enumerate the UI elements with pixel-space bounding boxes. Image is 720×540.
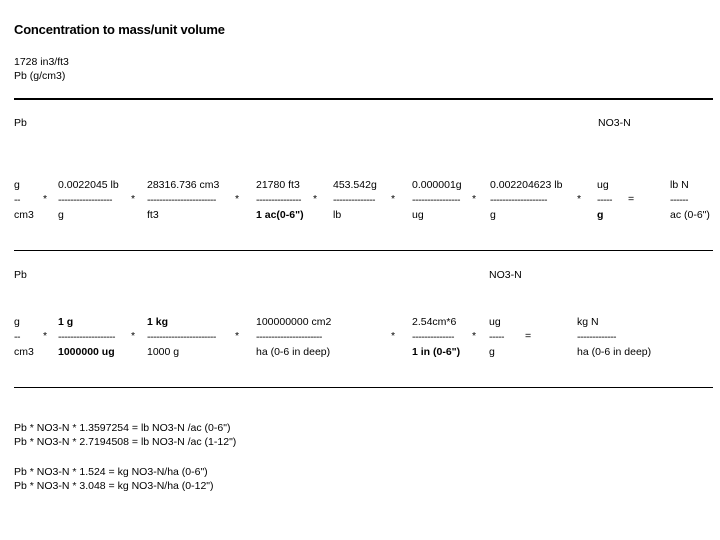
divider-top (14, 98, 713, 100)
formula-2: Pb * NO3-N * 2.7194508 = lb NO3-N /ac (1-12") (14, 436, 237, 448)
s2-num-3: 100000000 cm2 (256, 316, 332, 328)
s2-den-2: 1000 g (147, 346, 180, 358)
s2-bar-3: ---------------------- (256, 331, 322, 343)
s1-bar-6: ------------------- (490, 194, 547, 206)
s1-times-1: * (131, 193, 136, 205)
s2-den-3: ha (0-6 in deep) (256, 346, 331, 358)
s1-num-0: g (14, 179, 20, 191)
intro-line-2: Pb (g/cm3) (14, 70, 66, 82)
section1-label-pb: Pb (14, 117, 27, 129)
s2-times-3: * (391, 330, 396, 342)
s2-num-2: 1 kg (147, 316, 169, 328)
section1-label-no3n: NO3-N (598, 117, 631, 129)
s1-den-0: cm3 (14, 209, 34, 221)
s2-bar-6: ------------- (577, 331, 616, 343)
s1-num-2: 28316.736 cm3 (147, 179, 220, 191)
s1-num-6: 0.002204623 lb (490, 179, 563, 191)
s1-den-8: ac (0-6") (670, 209, 710, 221)
s2-times-0: * (43, 330, 48, 342)
s1-bar-0: -- (14, 194, 20, 206)
s2-bar-1: ------------------- (58, 331, 115, 343)
s2-num-6: kg N (577, 316, 599, 328)
s1-times-5: * (472, 193, 477, 205)
s1-num-1: 0.0022045 lb (58, 179, 119, 191)
s1-times-4: * (391, 193, 396, 205)
s1-equals: = (628, 193, 635, 205)
s1-num-4: 453.542g (333, 179, 377, 191)
s1-den-2: ft3 (147, 209, 159, 221)
s1-bar-3: --------------- (256, 194, 301, 206)
s2-bar-0: -- (14, 331, 20, 343)
s1-times-6: * (577, 193, 582, 205)
s2-bar-2: ----------------------- (147, 331, 216, 343)
s2-times-4: * (472, 330, 477, 342)
page-title: Concentration to mass/unit volume (14, 22, 225, 37)
s1-den-7: g (597, 209, 604, 221)
s1-bar-4: -------------- (333, 194, 375, 206)
s2-bar-5: ----- (489, 331, 504, 343)
section2-label-pb: Pb (14, 269, 27, 281)
s2-den-1: 1000000 ug (58, 346, 115, 358)
s2-den-5: g (489, 346, 495, 358)
s2-num-4: 2.54cm*6 (412, 316, 457, 328)
s2-num-0: g (14, 316, 20, 328)
s1-bar-2: ----------------------- (147, 194, 216, 206)
s1-times-0: * (43, 193, 48, 205)
s2-num-1: 1 g (58, 316, 74, 328)
formula-4: Pb * NO3-N * 3.048 = kg NO3-N/ha (0-12") (14, 480, 214, 492)
s2-den-0: cm3 (14, 346, 34, 358)
s1-bar-1: ------------------ (58, 194, 112, 206)
formula-1: Pb * NO3-N * 1.3597254 = lb NO3-N /ac (0-6") (14, 422, 231, 434)
s1-num-8: lb N (670, 179, 689, 191)
s1-den-6: g (490, 209, 496, 221)
s2-den-6: ha (0-6 in deep) (577, 346, 652, 358)
s1-den-1: g (58, 209, 64, 221)
s2-bar-4: -------------- (412, 331, 454, 343)
s1-bar-8: ------ (670, 194, 688, 206)
s1-num-3: 21780 ft3 (256, 179, 300, 191)
s1-times-2: * (235, 193, 240, 205)
s1-den-3: 1 ac(0-6") (256, 209, 304, 221)
s1-den-5: ug (412, 209, 424, 221)
formula-3: Pb * NO3-N * 1.524 = kg NO3-N/ha (0-6") (14, 466, 208, 478)
s1-bar-5: ---------------- (412, 194, 460, 206)
s2-times-1: * (131, 330, 136, 342)
s1-num-7: ug (597, 179, 609, 191)
s1-times-3: * (313, 193, 318, 205)
intro-line-1: 1728 in3/ft3 (14, 56, 69, 68)
divider-bottom (14, 387, 713, 388)
divider-middle (14, 250, 713, 251)
s2-times-2: * (235, 330, 240, 342)
s2-den-4: 1 in (0-6") (412, 346, 461, 358)
section2-label-no3n: NO3-N (489, 269, 522, 281)
s1-bar-7: ----- (597, 194, 612, 206)
s1-num-5: 0.000001g (412, 179, 462, 191)
s2-num-5: ug (489, 316, 501, 328)
s1-den-4: lb (333, 209, 342, 221)
s2-equals: = (525, 330, 532, 342)
